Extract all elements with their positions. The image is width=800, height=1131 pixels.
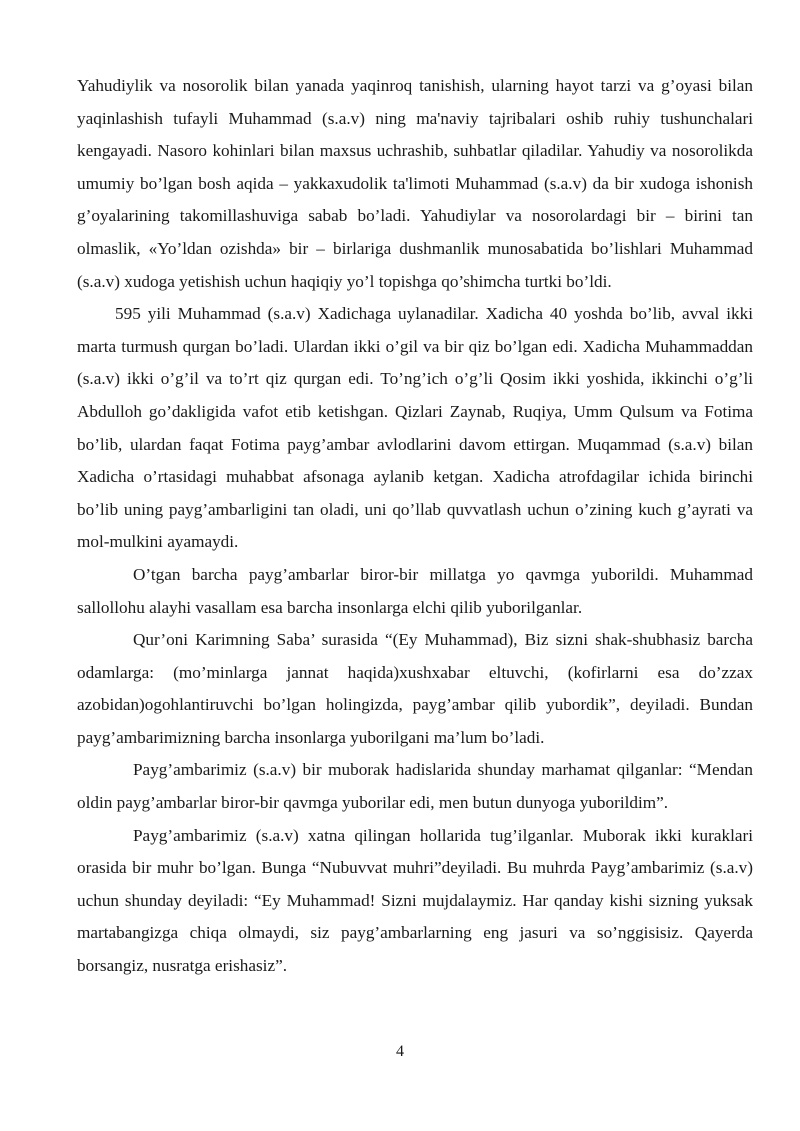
paragraph-religions: Yahudiylik va nosorolik bilan yanada yaqinroq tanishish, ularning hayot tarzi va g’oyasi bilan yaqinlashish tufayli Muhammad (s.a.v) ning ma'naviy tajribalari oshib ruhiy tushunchalari kengayadi. Nasoro kohinlari bilan maxsus uchrashib, suhbatlar qiladilar. Yahudiy va nosorolikda umumiy bo’lgan bosh aqida – yakkaxudolik ta'limoti Muhammad (s.a.v) da bir xudoga ishonish g’oyalarining takomillashuviga sabab bo’ladi. Yahudiylar va nosorolardagi bir – birini tan olmaslik, «Yo’ldan ozishda» bir – birlariga dushmanlik munosabatida bo’lishlari Muhammad (s.a.v) xudoga yetishish uchun haqiqiy yo’l topishga qo’shimcha turtki bo’ldi. (77, 76, 753, 291)
paragraph-hadith: Payg’ambarimiz (s.a.v) bir muborak hadislarida shunday marhamat qilganlar: “Mendan oldin payg’ambarlar biror-bir qavmga yuborilar edi, men butun dunyoga yuborildim”. (77, 760, 753, 813)
paragraph-prophets: O’tgan barcha payg’ambarlar biror-bir millatga yo qavmga yuborildi. Muhammad sallollohu alayhi vasallam esa barcha insonlarga elchi qilib yuborilganlar. (77, 564, 753, 617)
paragraph-quran-saba: Qur’oni Karimning Saba’ surasida “(Ey Muhammad), Biz sizni shak-shubhasiz barcha odamlarga: (mo’minlarga jannat haqida)xushxabar eltuvchi, (kofirlarni esa do’zzax azobidan)ogohlantiruvchi bo’lgan holingizda, payg’ambar qilib yubordik”, deyiladi. Bundan payg’ambarimizning barcha insonlarga yuborilgani ma’lum bo’ladi. (77, 630, 753, 747)
page-number: 4 (396, 1043, 404, 1060)
paragraph-marriage: 595 yili Muhammad (s.a.v) Xadichaga uylanadilar. Xadicha 40 yoshda bo’lib, avval ikki marta turmush qurgan bo’ladi. Ulardan ikki o’gil va bir qiz bo’lgan edi. Xadicha Muhammaddan (s.a.v) ikki o’g’il va to’rt qiz qurgan edi. To’ng’ich o’g’li Qosim ikki yoshida, ikkinchi o’g’li Abdulloh go’dakligida vafot etib ketishgan. Qizlari Zaynab, Ruqiya, Umm Qulsum va Fotima bo’lib, ulardan faqat Fotima payg’ambar avlodlarini davom ettirgan. Muqammad (s.a.v) bilan Xadicha o’rtasidagi muhabbat afsonaga aylanib ketgan. Xadicha atrofdagilar ichida birinchi bo’lib uning payg’ambarligini tan oladi, uni qo’llab quvvatlash uchun o’zining kuch g’ayrati va mol-mulkini ayamaydi. (77, 304, 753, 552)
paragraph-seal: Payg’ambarimiz (s.a.v) xatna qilingan hollarida tug’ilganlar. Muborak ikki kuraklari orasida bir muhr bo’lgan. Bunga “Nubuvvat muhri”deyiladi. Bu muhrda Payg’ambarimiz (s.a.v) uchun shunday deyiladi: “Ey Muhammad! Sizni mujdalaymiz. Har qanday kishi sizning yuksak martabangizga chiqa olmaydi, siz payg’ambarlarning eng jasuri va so’nggisisiz. Qayerda borsangiz, nusratga erishasiz”. (77, 825, 753, 976)
document-body (77, 70, 753, 983)
